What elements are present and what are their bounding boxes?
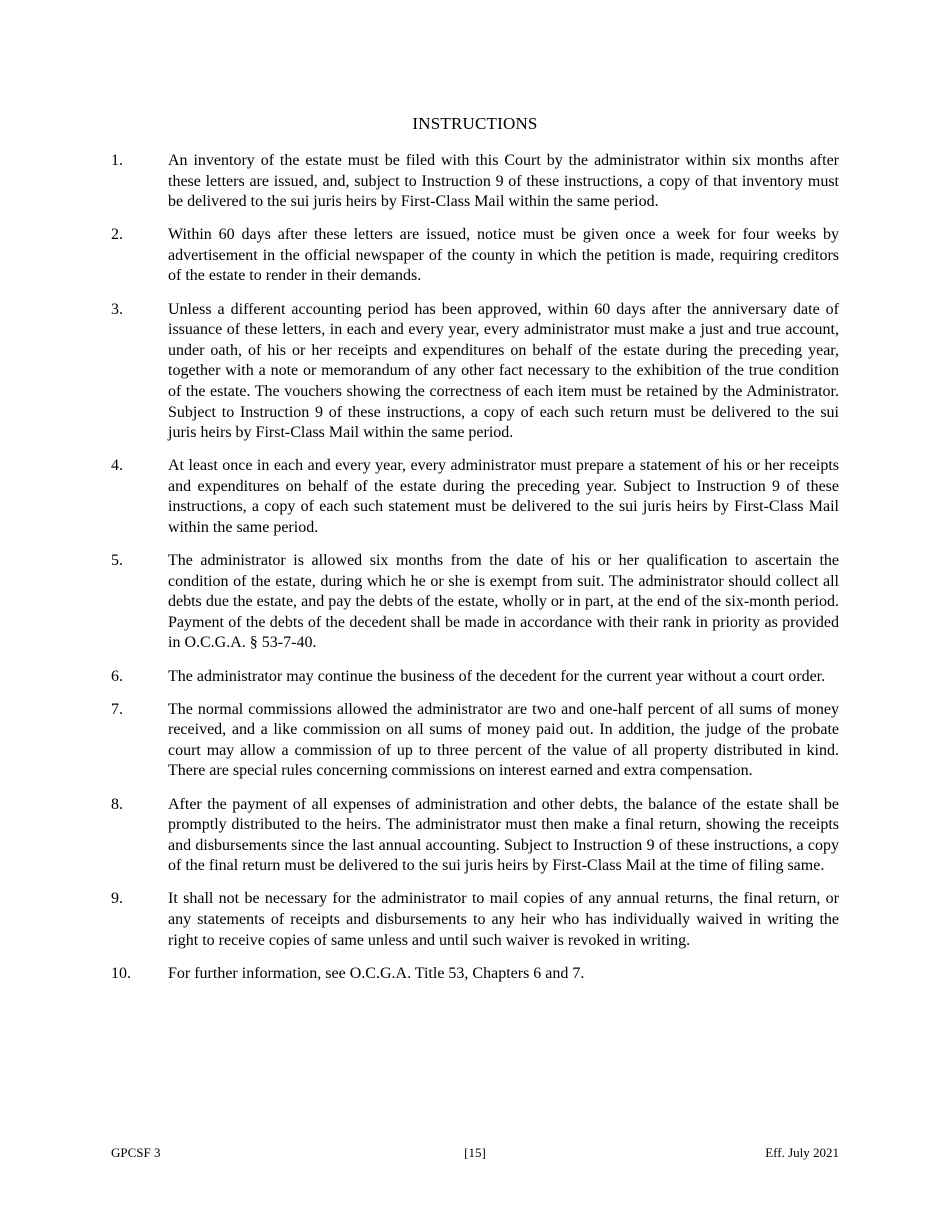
instruction-number: 9. xyxy=(111,890,123,908)
instruction-text: Unless a different accounting period has been approved, within 60 days after the anniversary date of issuance of these letters, in each and every year, every administrator must make a just and true account, under oath, of his or her receipts and expenditures on behalf of the estate during the preceding year, together with a note or memorandum of any other fact necessary to the exhibition of the true condition of the estate. The vouchers showing the correctness of each item must be retained by the Administrator. Subject to Instruction 9 of these instructions, a copy of each such return must be delivered to the sui juris heirs by First-Class Mail within the same period. xyxy=(168,300,839,442)
instruction-number: 4. xyxy=(111,457,123,475)
form-id: GPCSF 3 xyxy=(111,1145,161,1160)
instruction-number: 7. xyxy=(111,700,123,718)
instruction-item-1 xyxy=(111,151,839,213)
instruction-number: 2. xyxy=(111,226,123,244)
effective-date: Eff. July 2021 xyxy=(765,1145,839,1160)
page-title: INSTRUCTIONS xyxy=(412,114,538,133)
instruction-number: 6. xyxy=(111,667,123,685)
instruction-number: 8. xyxy=(111,795,123,813)
instructions-list xyxy=(111,151,839,997)
instruction-item-9 xyxy=(111,889,839,951)
instruction-text: Within 60 days after these letters are issued, notice must be given once a week for four weeks by advertisement in the official newspaper of the county in which the petition is made, requiring creditors of the estate to render in their demands. xyxy=(168,226,839,285)
instruction-text: For further information, see O.C.G.A. Title 53, Chapters 6 and 7. xyxy=(168,964,585,982)
instruction-item-8 xyxy=(111,795,839,877)
instruction-number: 3. xyxy=(111,300,123,318)
instruction-item-7 xyxy=(111,700,839,782)
instruction-text: At least once in each and every year, every administrator must prepare a statement of his or her receipts and expenditures on behalf of the estate during the preceding year. Subject to Instruction 9 of these instructions, a copy of each such statement must be delivered to the sui juris heirs by First-Class Mail within the same period. xyxy=(168,457,839,536)
instruction-item-6 xyxy=(111,667,839,688)
page-number: [15] xyxy=(464,1145,486,1160)
instruction-number: 1. xyxy=(111,152,123,169)
instruction-number: 5. xyxy=(111,552,123,570)
instruction-item-4 xyxy=(111,456,839,538)
instruction-text: After the payment of all expenses of administration and other debts, the balance of the estate shall be promptly distributed to the heirs. The administrator must then make a final return, showing the receipts and disbursements since the last annual accounting. Subject to Instruction 9 of these instructions, a copy of the final return must be delivered to the sui juris heirs by First-Class Mail at the time of filing same. xyxy=(168,795,839,875)
instruction-text: It shall not be necessary for the administrator to mail copies of any annual returns, the final return, or any statements of receipts and disbursements to any heir who has individually waived in writing the right to receive copies of same unless and until such waiver is revoked in writing. xyxy=(168,890,839,949)
instruction-text: An inventory of the estate must be filed with this Court by the administrator within six months after these letters are issued, and, subject to Instruction 9 of these instructions, a copy of that inventory must be delivered to the sui juris heirs by First-Class Mail within the same period. xyxy=(168,152,839,211)
page-footer xyxy=(111,1145,839,1161)
instruction-item-3 xyxy=(111,300,839,444)
instruction-text: The normal commissions allowed the administrator are two and one-half percent of all sums of money received, and a like commission on all sums of money paid out. In addition, the judge of the probate court may allow a commission of up to three percent of the value of all property distributed in kind. There are special rules concerning commissions on interest earned and extra compensation. xyxy=(168,700,839,780)
instruction-item-10 xyxy=(111,964,839,985)
instruction-item-2 xyxy=(111,225,839,287)
instruction-text: The administrator is allowed six months from the date of his or her qualification to ascertain the condition of the estate, during which he or she is exempt from suit. The administrator should collect all debts due the estate, and pay the debts of the estate, wholly or in part, at the end of the six-month period. Payment of the debts of the decedent shall be made in accordance with their rank in priority as provided in O.C.G.A. § 53-7-40. xyxy=(168,552,839,652)
instruction-text: The administrator may continue the business of the decedent for the current year without a court order. xyxy=(168,667,826,685)
instruction-item-5 xyxy=(111,551,839,654)
instruction-number: 10. xyxy=(111,964,131,982)
